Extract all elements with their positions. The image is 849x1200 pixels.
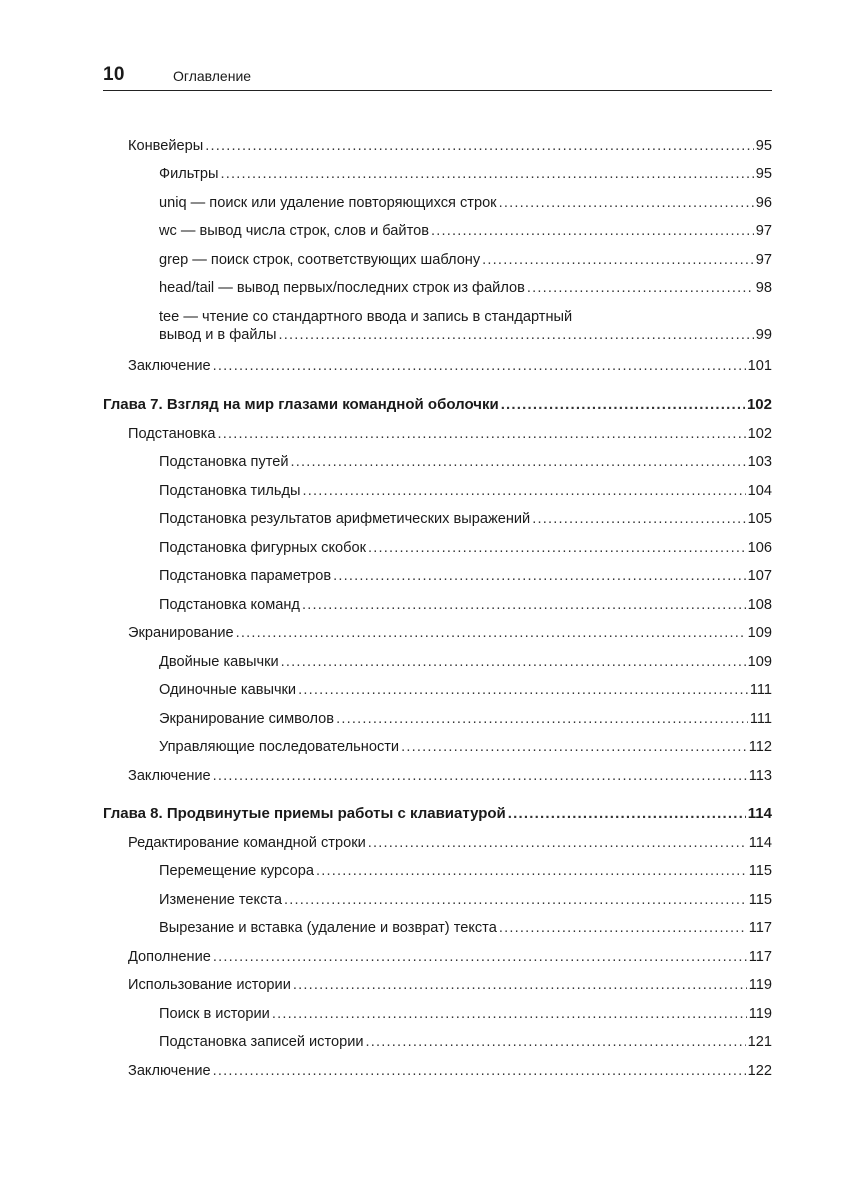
toc-entry (159, 251, 772, 269)
toc-entry (159, 510, 772, 528)
toc-entry-title: Использование истории (128, 977, 291, 993)
dot-leader (336, 710, 748, 728)
toc-entry-title: Подстановка результатов арифметических выражений (159, 511, 531, 527)
toc-entry (159, 308, 772, 344)
toc-entry (128, 624, 772, 642)
toc-entry (128, 834, 772, 852)
toc-entry-title: Подстановка записей истории (159, 1034, 364, 1050)
toc-entry-page: 109 (747, 654, 772, 670)
toc-chapter (103, 805, 772, 823)
toc-entry-page: 95 (755, 166, 772, 182)
dot-leader (499, 194, 754, 212)
toc-entry-page: 115 (748, 892, 772, 908)
dot-leader (298, 681, 748, 699)
toc-entry-title: grep — поиск строк, соответствующих шаблону (159, 252, 481, 268)
toc-entry-title: Экранирование символов (159, 711, 335, 727)
dot-leader (508, 805, 746, 823)
toc-entry-page: 122 (747, 1063, 772, 1079)
dot-leader (302, 596, 746, 614)
toc-entry-page: 95 (755, 138, 772, 154)
toc-entry-title: Подстановка фигурных скобок (159, 540, 366, 556)
toc-entry-page: 114 (748, 835, 772, 851)
dot-leader (213, 767, 747, 785)
toc-entry-title: Заключение (128, 768, 211, 784)
dot-leader (401, 738, 747, 756)
toc-entry-title: Двойные кавычки (159, 654, 279, 670)
toc-entry (159, 1033, 772, 1051)
toc-entry-title: head/tail — вывод первых/последних строк из файлов (159, 280, 525, 296)
toc-entry-page: 111 (749, 711, 772, 727)
toc-entry (159, 596, 772, 614)
dot-leader (213, 948, 747, 966)
toc-entry-title: Подстановка команд (159, 597, 300, 613)
toc-entry (128, 1062, 772, 1080)
toc-entry-title: Редактирование командной строки (128, 835, 366, 851)
toc-entry-page: 109 (747, 625, 772, 641)
dot-leader (279, 326, 754, 344)
toc-chapter-title: Глава 8. Продвинутые приемы работы с клавиатурой (103, 805, 506, 822)
dot-leader (221, 165, 754, 183)
toc-entry-page: 105 (747, 511, 772, 527)
toc-entry (128, 425, 772, 443)
toc-entry-page: 104 (747, 483, 772, 499)
toc-entry-title: Заключение (128, 358, 211, 374)
page-number: 10 (103, 64, 125, 85)
dot-leader (284, 891, 747, 909)
toc-entry-page: 117 (748, 920, 772, 936)
toc-entry-page: 98 (755, 280, 772, 296)
toc-entry (159, 482, 772, 500)
dot-leader (366, 1033, 746, 1051)
dot-leader (316, 862, 747, 880)
toc-entry-page: 121 (747, 1034, 772, 1050)
toc-entry-title: uniq — поиск или удаление повторяющихся строк (159, 195, 497, 211)
dot-leader (501, 396, 745, 414)
toc-entry-title: Вырезание и вставка (удаление и возврат) текста (159, 920, 497, 936)
dot-leader (217, 425, 745, 443)
toc-entry-title: Дополнение (128, 949, 211, 965)
toc-entry-title: Управляющие последовательности (159, 739, 400, 755)
dot-leader (499, 919, 747, 937)
dot-leader (213, 1062, 746, 1080)
toc-entry (128, 357, 772, 375)
toc-entry-page: 119 (748, 1006, 772, 1022)
toc-entry (159, 279, 772, 297)
toc-entry (128, 948, 772, 966)
dot-leader (333, 567, 746, 585)
toc-entry-title: Одиночные кавычки (159, 682, 297, 698)
toc-entry (159, 738, 772, 756)
toc-entry-title: Экранирование (128, 625, 234, 641)
toc-entry (159, 681, 772, 699)
toc-entry (159, 653, 772, 671)
toc-chapter-page: 114 (747, 805, 772, 822)
toc-entry (128, 767, 772, 785)
toc-entry-page: 103 (747, 454, 772, 470)
running-title: Оглавление (173, 68, 252, 84)
toc-entry (128, 976, 772, 994)
toc-entry-page: 96 (755, 195, 772, 211)
toc-entry (159, 194, 772, 212)
dot-leader (291, 453, 746, 471)
toc-entry-page: 101 (747, 358, 772, 374)
toc-entry (159, 539, 772, 557)
toc-entry-page: 106 (747, 540, 772, 556)
toc-entry-title: Фильтры (159, 166, 219, 182)
toc-entry-page: 119 (748, 977, 772, 993)
page-header (103, 62, 772, 91)
toc-entry-page: 97 (755, 252, 772, 268)
toc-entry (159, 567, 772, 585)
toc-chapter-page: 102 (746, 396, 772, 413)
dot-leader (431, 222, 754, 240)
toc-chapter-title: Глава 7. Взгляд на мир глазами командной оболочки (103, 396, 499, 413)
toc-entry (159, 710, 772, 728)
toc-entry-title: Подстановка параметров (159, 568, 332, 584)
toc-entry-title: Подстановка (128, 426, 216, 442)
toc-entry (159, 222, 772, 240)
toc-entry (128, 137, 772, 155)
toc-entry-title: wc — вывод числа строк, слов и байтов (159, 223, 429, 239)
dot-leader (368, 539, 746, 557)
toc-chapter (103, 396, 772, 414)
toc-entry-page: 102 (747, 426, 772, 442)
dot-leader (527, 279, 754, 297)
toc-entry-page: 113 (748, 768, 772, 784)
toc-entry-title: Подстановка тильды (159, 483, 301, 499)
toc-entry (159, 453, 772, 471)
dot-leader (281, 653, 746, 671)
dot-leader (293, 976, 747, 994)
toc-entry-title-line1: tee — чтение со стандартного ввода и запись в стандартный (159, 309, 573, 325)
toc-entry-title: Перемещение курсора (159, 863, 314, 879)
toc-entry-page: 97 (755, 223, 772, 239)
toc-entry-title-line2: вывод и в файлы (159, 327, 277, 343)
dot-leader (236, 624, 746, 642)
toc-entry (159, 919, 772, 937)
toc-entry-title: Конвейеры (128, 138, 204, 154)
toc-entry-page: 112 (748, 739, 772, 755)
dot-leader (303, 482, 746, 500)
toc-entry (159, 862, 772, 880)
toc-entry-page: 111 (749, 682, 772, 698)
dot-leader (368, 834, 747, 852)
dot-leader (272, 1005, 747, 1023)
toc-entry-page: 117 (748, 949, 772, 965)
toc-entry (159, 891, 772, 909)
toc-entry-title: Изменение текста (159, 892, 283, 908)
dot-leader (482, 251, 754, 269)
toc-entry (159, 1005, 772, 1023)
dot-leader (532, 510, 745, 528)
toc-entry (159, 165, 772, 183)
dot-leader (213, 357, 746, 375)
toc-entry-title: Поиск в истории (159, 1006, 270, 1022)
dot-leader (205, 137, 754, 155)
toc-entry-page: 115 (748, 863, 772, 879)
toc-entry-title: Подстановка путей (159, 454, 289, 470)
toc-entry-page: 99 (755, 327, 772, 343)
toc-entry-page: 108 (747, 597, 772, 613)
toc-entry-title: Заключение (128, 1063, 211, 1079)
toc-entry-page: 107 (747, 568, 772, 584)
